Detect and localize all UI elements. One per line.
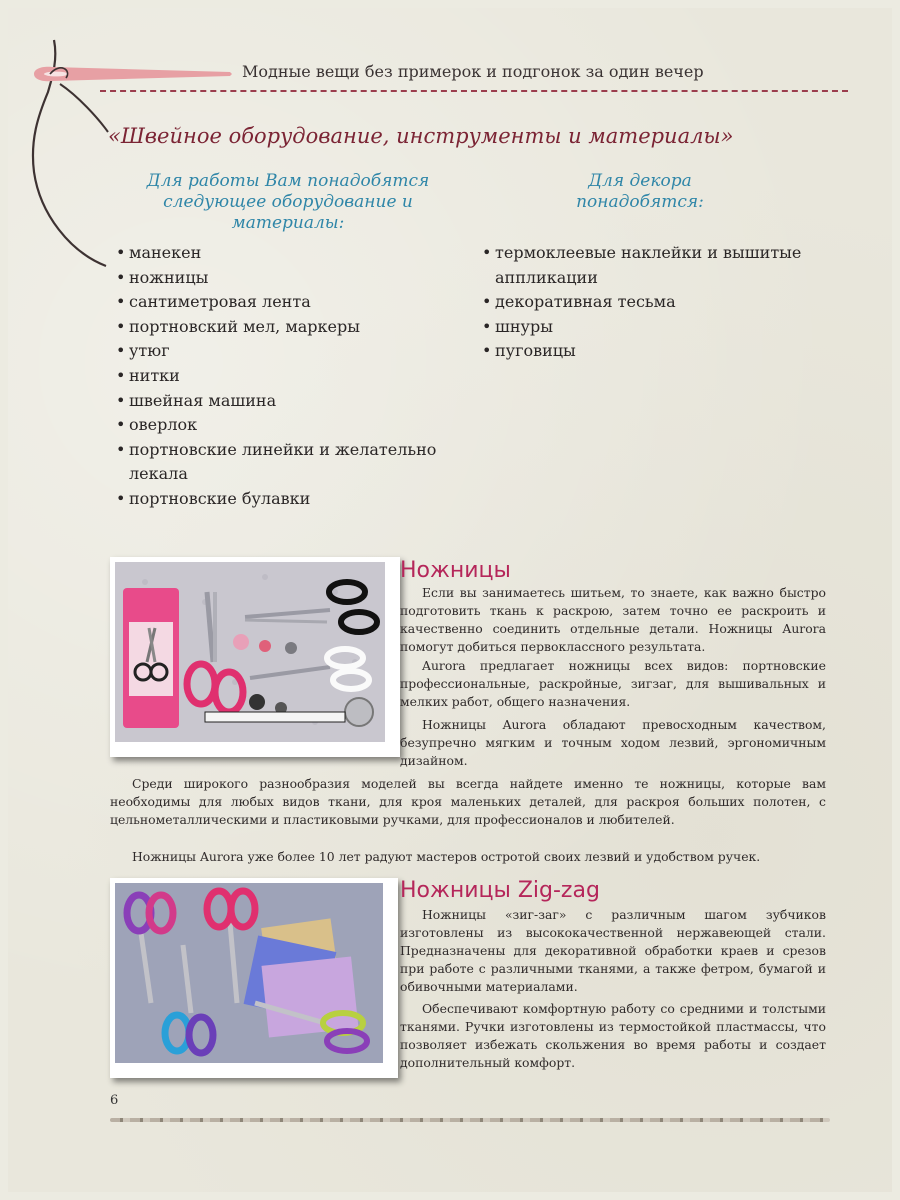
equipment-list (116, 241, 446, 512)
header-divider (100, 90, 848, 92)
list-item: • сантиметровая лента (116, 290, 446, 315)
list-item: • портновские булавки (116, 487, 446, 512)
article-title-scissors: Ножницы (400, 558, 511, 583)
article-paragraph: Если вы занимаетесь шитьем, то знаете, как важно быстро подготовить ткань к раскрою, затем точно ее раскроить и качественно соединить отдельные детали. Ножницы Aurora помогут добиться первоклассного результата. (400, 585, 826, 654)
list-item: • портновский мел, маркеры (116, 315, 446, 340)
scissors-image (115, 562, 385, 742)
article-paragraph: Ножницы Aurora уже более 10 лет радуют мастеров остротой своих лезвий и удобством ручек. (132, 849, 761, 864)
equipment-heading: Для работы Вам понадобятся следующее оборудование и материалы: (146, 171, 430, 233)
article-paragraph: Ножницы «зиг-заг» с различным шагом зубчиков изготовлены из высококачественной нержавеющей стали. Предназначены для декоративной обработки краев и срезов при работе с различными тканями, а также фетром, бумагой и обивочными материалами. (400, 907, 826, 994)
list-item: • оверлок (116, 413, 446, 438)
footer-stitch-divider (110, 1118, 830, 1122)
article-paragraph: Aurora предлагает ножницы всех видов: портновские профессиональные, раскройные, зигзаг, для вышивальных и мелких работ, общего назначения. (400, 658, 826, 709)
running-header: Модные вещи без примерок и подгонок за один вечер (242, 62, 704, 81)
list-item: • портновские линейки и желательно лекала (116, 438, 446, 487)
zigzag-scissors-image (115, 883, 383, 1063)
needle-icon (0, 0, 240, 100)
section-title: «Швейное оборудование, инструменты и материалы» (108, 124, 734, 148)
article-paragraph: Среди широкого разнообразия моделей вы всегда найдете именно те ножницы, которые вам необходимы для любых видов ткани, для кроя маленьких деталей, для раскроя больших полотен, с цельнометаллическими и пластиковыми ручками, для профессионалов и любителей. (110, 776, 826, 827)
list-item: • манекен (116, 241, 446, 266)
list-item: • нитки (116, 364, 446, 389)
list-item: • ножницы (116, 266, 446, 291)
scissors-photo (110, 557, 400, 757)
list-item: • декоративная тесьма (482, 290, 812, 315)
list-item: • утюг (116, 339, 446, 364)
decor-heading: Для декора понадобятся: (576, 171, 704, 212)
list-item: • термоклеевые наклейки и вышитые аппликации (482, 241, 812, 290)
list-item: • швейная машина (116, 389, 446, 414)
zigzag-scissors-photo (110, 878, 398, 1078)
list-item: • пуговицы (482, 339, 812, 364)
decor-list (482, 241, 812, 364)
article-paragraph: Обеспечивают комфортную работу со средними и толстыми тканями. Ручки изготовлены из термостойкой пластмассы, что позволяет избежать скольжения во время работы и создает дополнительный комфорт. (400, 1001, 826, 1070)
page-number: 6 (110, 1093, 119, 1108)
article-title-zigzag: Ножницы Zig-zag (400, 878, 600, 903)
list-item: • шнуры (482, 315, 812, 340)
article-paragraph: Ножницы Aurora обладают превосходным качеством, безупречно мягким и точным ходом лезвий, эргономичным дизайном. (400, 717, 826, 768)
